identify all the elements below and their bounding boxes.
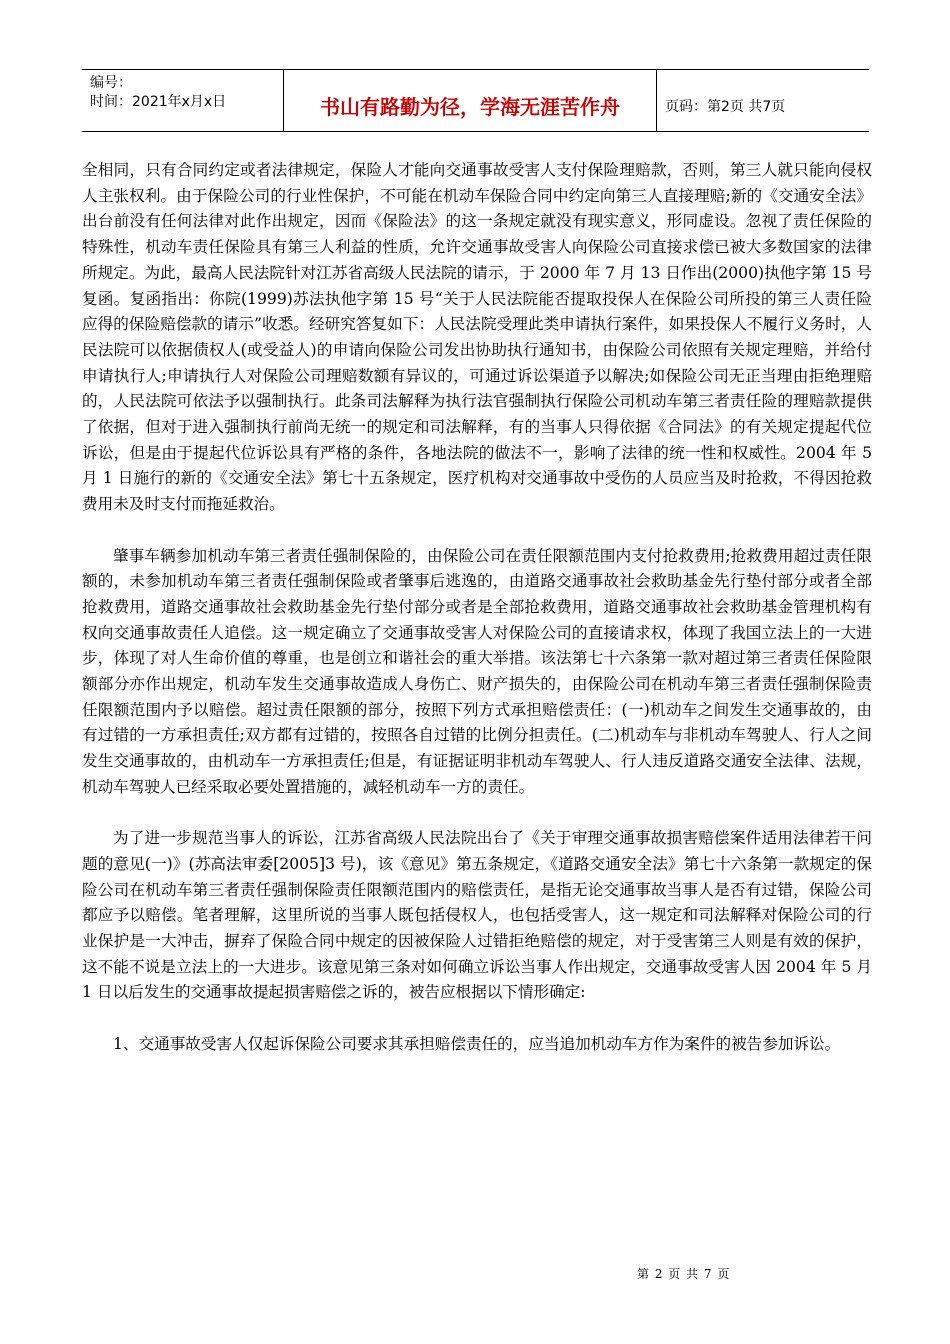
header-page-info: 页码：第2页 共7页	[665, 98, 786, 115]
page-footer: 第 2 页 共 7 页	[637, 1267, 731, 1281]
paragraph-3: 为了进一步规范当事人的诉讼，江苏省高级人民法院出台了《关于审理交通事故损害赔偿案件适用法律若干问题的意见(一)》(苏高法审委[2005]3 号)，该《意见》第五条规定，《道路交通安全法》第七十六条第一款规定的保险公司在机动车第三者责任强制保险责任限额范围内的赔偿责任，是指无论交通事故当事人是否有过错，保险公司都应予以赔偿。笔者理解，这里所说的当事人既包括侵权人，也包括受害人，这一规定和司法解释对保险公司的行业保护是一大冲击，摒弃了保险合同中规定的因被保险人过错拒绝赔偿的规定，对于受害第三人则是有效的保护，这不能不说是立法上的一大进步。该意见第三条对如何确立诉讼当事人作出规定，交通事故受害人因 2004 年 5 月 1 日以后发生的交通事故提起损害赔偿之诉的，被告应根据以下情形确定:	[82, 829, 872, 1002]
header-meta	[82, 70, 284, 131]
serial-label: 编号：	[90, 75, 132, 91]
paragraph-1: 全相同，只有合同约定或者法律规定，保险人才能向交通事故受害人支付保险理赔款，否则，第三人就只能向侵权人主张权利。由于保险公司的行业性保护，不可能在机动车保险合同中约定向第三人直接理赔;新的《交通安全法》出台前没有任何法律对此作出规定，因而《保险法》的这一条规定就没有现实意义，形同虚设。忽视了责任保险的特殊性，机动车责任保险具有第三人利益的性质，允许交通事故受害人向保险公司直接求偿已被大多数国家的法律所规定。为此，最高人民法院针对江苏省高级人民法院的请示，于 2000 年 7 月 13 日作出(2000)执他字第 15 号复函。复函指出：你院(1999)苏法执他字第 15 号“关于人民法院能否提取投保人在保险公司所投的第三人责任险应得的保险赔偿款的请示”收悉。经研究答复如下：人民法院受理此类申请执行案件，如果投保人不履行义务时，人民法院可以依据债权人(或受益人)的申请向保险公司发出协助执行通知书，由保险公司依照有关规定理赔，并给付申请执行人;申请执行人对保险公司理赔数额有异议的，可通过诉讼渠道予以解决;如保险公司无正当理由拒绝理赔的，人民法院可依法予以强制执行。此条司法解释为执行法官强制执行保险公司机动车第三者责任险的理赔款提供了依据，但对于进入强制执行前尚无统一的规定和司法解释，有的当事人只得依据《合同法》的有关规定提起代位诉讼，但是由于提起代位诉讼具有严格的条件，各地法院的做法不一，影响了法律的统一性和权威性。2004 年 5 月 1 日施行的新的《交通安全法》第七十五条规定，医疗机构对交通事故中受伤的人员应当及时抢救，不得因抢救费用未及时支付而拖延救治。	[82, 161, 872, 514]
paragraph-4: 1、交通事故受害人仅起诉保险公司要求其承担赔偿责任的，应当追加机动车方作为案件的被告参加诉讼。	[113, 1034, 841, 1053]
page-header	[82, 69, 869, 132]
time-label: 时间：2021年x月x日	[90, 94, 227, 110]
header-motto: 书山有路勤为径，学海无涯苦作舟	[284, 70, 657, 131]
paragraph-2: 肇事车辆参加机动车第三者责任强制保险的，由保险公司在责任限额范围内支付抢救费用;抢救费用超过责任限额的，未参加机动车第三者责任强制保险或者肇事后逃逸的，由道路交通事故社会救助基金先行垫付部分或者全部抢救费用，道路交通事故社会救助基金先行垫付部分或者是全部抢救费用，道路交通事故社会救助基金管理机构有权向交通事故责任人追偿。这一规定确立了交通事故受害人对保险公司的直接请求权，体现了我国立法上的一大进步，体现了对人生命价值的尊重，也是创立和谐社会的重大举措。该法第七十六条第一款对超过第三者责任保险限额部分亦作出规定，机动车发生交通事故造成人身伤亡、财产损失的，由保险公司在机动车第三者责任强制保险责任限额范围内予以赔偿。超过责任限额的部分，按照下列方式承担赔偿责任：(一)机动车之间发生交通事故的，由有过错的一方承担责任;双方都有过错的，按照各自过错的比例分担责任。(二)机动车与非机动车驾驶人、行人之间发生交通事故的，由机动车一方承担责任;但是，有证据证明非机动车驾驶人、行人违反道路交通安全法律、法规，机动车驾驶人已经采取必要处置措施的，减轻机动车一方的责任。	[82, 546, 872, 796]
document-body	[82, 158, 872, 1058]
